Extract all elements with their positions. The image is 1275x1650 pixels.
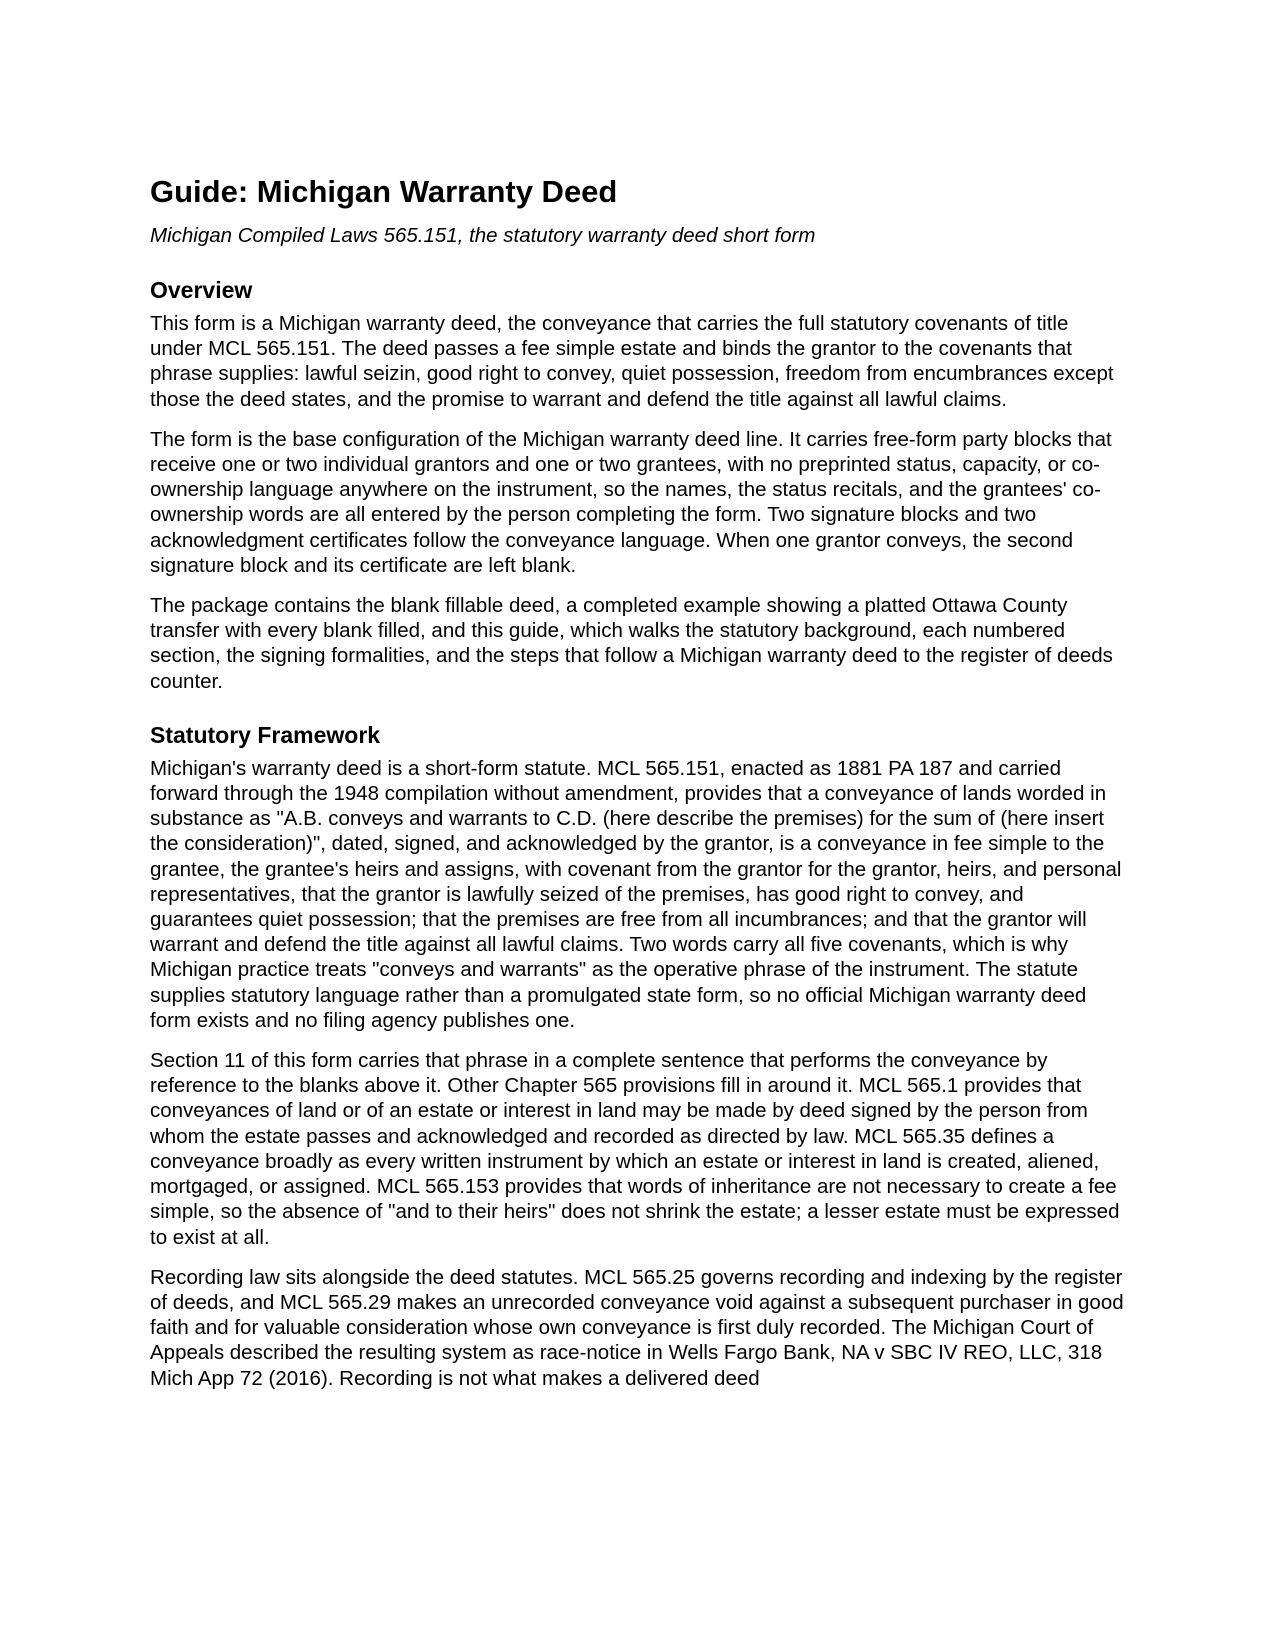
statutory-framework-paragraph: Recording law sits alongside the deed statutes. MCL 565.25 governs recording and indexing by the register of deeds, and MCL 565.29 makes an unrecorded conveyance void against a subsequent purchaser in good faith and for valuable consideration whose own conveyance is first duly recorded. The Michigan Court of Appeals described the resulting system as race-notice in Wells Fargo Bank, NA v SBC IV REO, LLC, 318 Mich App 72 (2016). Recording is not what makes a delivered deed (150, 1265, 1124, 1390)
overview-paragraph: This form is a Michigan warranty deed, the conveyance that carries the full statutory covenants of title under MCL 565.151. The deed passes a fee simple estate and binds the grantor to the covenants that phrase supplies: lawful seizin, good right to convey, quiet possession, freedom from encumbrances except those the deed states, and the promise to warrant and defend the title against all lawful claims. (150, 312, 1114, 411)
document-body (150, 172, 1125, 1391)
statutory-framework-paragraph: Section 11 of this form carries that phrase in a complete sentence that performs the conveyance by reference to the blanks above it. Other Chapter 565 provisions fill in around it. MCL 565.1 provides that conveyances of land or of an estate or interest in land may be made by deed signed by the person from whom the estate passes and acknowledged and recorded as directed by law. MCL 565.35 defines a conveyance broadly as every written instrument by which an estate or interest in land is created, aliened, mortgaged, or assigned. MCL 565.153 provides that words of inheritance are not necessary to create a fee simple, so the absence of "and to their heirs" does not shrink the estate; a lesser estate must be expressed to exist at all. (150, 1049, 1120, 1249)
statutory-framework-paragraph: Michigan's warranty deed is a short-form statute. MCL 565.151, enacted as 1881 PA 187 and carried forward through the 1948 compilation without amendment, provides that a conveyance of lands worded in substance as "A.B. conveys and warrants to C.D. (here describe the premises) for the sum of (here insert the consideration)", dated, signed, and acknowledged by the grantor, is a conveyance in fee simple to the grantee, the grantee's heirs and assigns, with covenant from the grantor for the grantor, heirs, and personal representatives, that the grantor is lawfully seized of the premises, has good right to convey, and guarantees quiet possession; that the premises are free from all incumbrances; and that the grantor will warrant and defend the title against all lawful claims. Two words carry all five covenants, which is why Michigan practice treats "conveys and warrants" as the operative phrase of the instrument. The statute supplies statutory language rather than a promulgated state form, so no official Michigan warranty deed form exists and no filing agency publishes one. (150, 756, 1122, 1032)
overview-paragraph: The form is the base configuration of the Michigan warranty deed line. It carries free-form party blocks that receive one or two individual grantors and one or two grantees, with no preprinted status, capacity, or co-ownership language anywhere on the instrument, so the names, the status recitals, and the grantees' co-ownership words are all entered by the person completing the form. Two signature blocks and two acknowledgment certificates follow the conveyance language. When one grantor conveys, the second signature block and its certificate are left blank. (150, 427, 1112, 577)
overview-paragraph: The package contains the blank fillable deed, a completed example showing a platted Ottawa County transfer with every blank filled, and this guide, which walks the statutory background, each numbered section, the signing formalities, and the steps that follow a Michigan warranty deed to the register of deeds counter. (150, 594, 1113, 693)
document-subtitle: Michigan Compiled Laws 565.151, the statutory warranty deed short form (150, 224, 816, 247)
document-title: Guide: Michigan Warranty Deed (150, 174, 618, 209)
section-heading-overview: Overview (150, 277, 253, 303)
section-heading-statutory-framework: Statutory Framework (150, 721, 381, 748)
